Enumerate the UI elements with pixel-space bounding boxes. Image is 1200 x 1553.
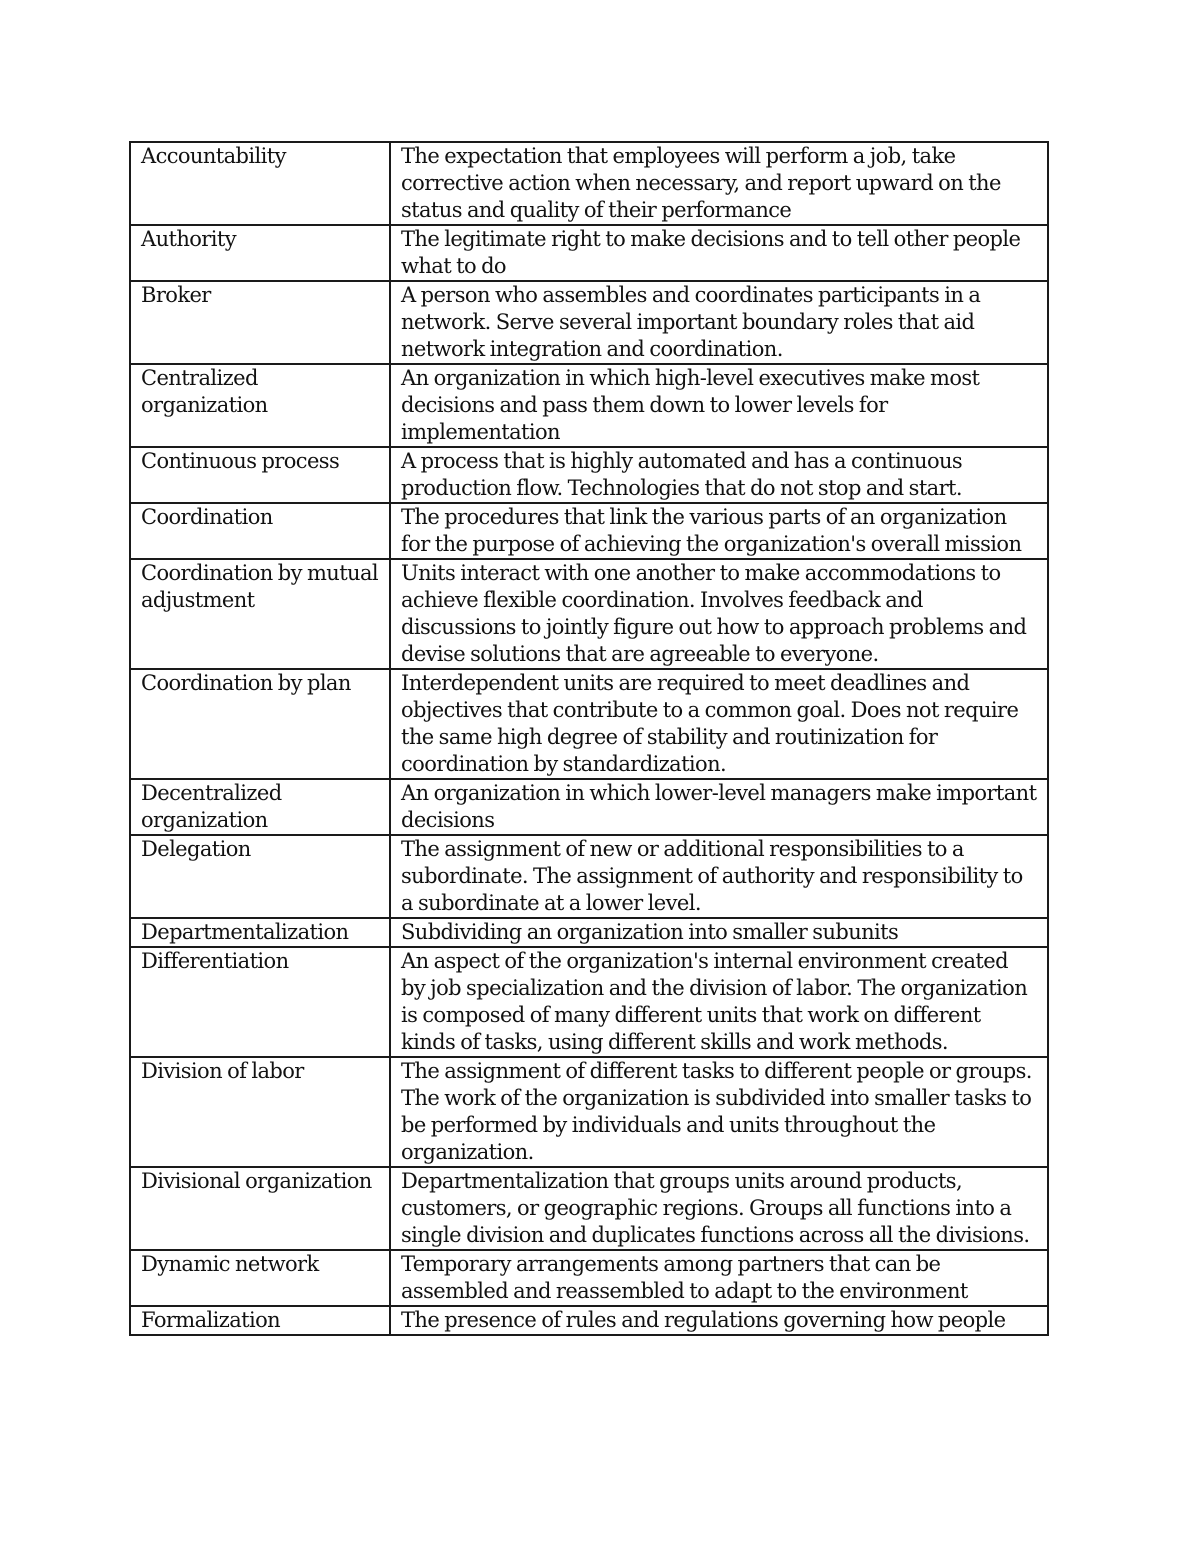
definition-cell: Units interact with one another to make accommodations to achieve flexible coordination. Involves feedback and discussions to jointly figure out how to approach problems and devise solutions that are agreeable to everyone. bbox=[390, 559, 1048, 669]
definition-cell: A person who assembles and coordinates participants in a network. Serve several important boundary roles that aid network integration and coordination. bbox=[390, 281, 1048, 364]
table-row bbox=[130, 1306, 1048, 1335]
term-cell: Departmentalization bbox=[130, 918, 390, 947]
definition-cell: The assignment of different tasks to different people or groups. The work of the organization is subdivided into smaller tasks to be performed by individuals and units throughout the organization. bbox=[390, 1057, 1048, 1167]
definition-cell: The presence of rules and regulations governing how people bbox=[390, 1306, 1048, 1335]
term-cell: Delegation bbox=[130, 835, 390, 918]
definition-cell: A process that is highly automated and has a continuous production flow. Technologies that do not stop and start. bbox=[390, 447, 1048, 503]
term-cell: Broker bbox=[130, 281, 390, 364]
definition-cell: An organization in which lower-level managers make important decisions bbox=[390, 779, 1048, 835]
table-row bbox=[130, 1167, 1048, 1250]
term-cell: Formalization bbox=[130, 1306, 390, 1335]
glossary-table bbox=[129, 141, 1049, 1336]
term-cell: Centralized organization bbox=[130, 364, 390, 447]
definition-cell: Subdividing an organization into smaller subunits bbox=[390, 918, 1048, 947]
table-row bbox=[130, 503, 1048, 559]
definition-cell: The legitimate right to make decisions and to tell other people what to do bbox=[390, 225, 1048, 281]
term-cell: Continuous process bbox=[130, 447, 390, 503]
table-row bbox=[130, 918, 1048, 947]
term-cell: Divisional organization bbox=[130, 1167, 390, 1250]
table-row bbox=[130, 225, 1048, 281]
table-row bbox=[130, 669, 1048, 779]
term-cell: Authority bbox=[130, 225, 390, 281]
table-row bbox=[130, 1250, 1048, 1306]
term-cell: Coordination by plan bbox=[130, 669, 390, 779]
term-cell: Coordination by mutual adjustment bbox=[130, 559, 390, 669]
table-row bbox=[130, 559, 1048, 669]
table-row bbox=[130, 1057, 1048, 1167]
term-cell: Coordination bbox=[130, 503, 390, 559]
table-row bbox=[130, 364, 1048, 447]
table-row bbox=[130, 947, 1048, 1057]
table-row bbox=[130, 447, 1048, 503]
definition-cell: An aspect of the organization's internal environment created by job specialization and the division of labor. The organization is composed of many different units that work on different kinds of tasks, using different skills and work methods. bbox=[390, 947, 1048, 1057]
definition-cell: The expectation that employees will perform a job, take corrective action when necessary, and report upward on the status and quality of their performance bbox=[390, 142, 1048, 225]
table-row bbox=[130, 835, 1048, 918]
table-row bbox=[130, 779, 1048, 835]
definition-cell: The assignment of new or additional responsibilities to a subordinate. The assignment of authority and responsibility to a subordinate at a lower level. bbox=[390, 835, 1048, 918]
definition-cell: Departmentalization that groups units around products, customers, or geographic regions. Groups all functions into a single division and duplicates functions across all the divisions. bbox=[390, 1167, 1048, 1250]
definition-cell: Interdependent units are required to meet deadlines and objectives that contribute to a common goal. Does not require the same high degree of stability and routinization for coordination by standardization. bbox=[390, 669, 1048, 779]
term-cell: Division of labor bbox=[130, 1057, 390, 1167]
table-row bbox=[130, 142, 1048, 225]
table-row bbox=[130, 281, 1048, 364]
definition-cell: The procedures that link the various parts of an organization for the purpose of achieving the organization's overall mission bbox=[390, 503, 1048, 559]
term-cell: Decentralized organization bbox=[130, 779, 390, 835]
definition-cell: Temporary arrangements among partners that can be assembled and reassembled to adapt to the environment bbox=[390, 1250, 1048, 1306]
definition-cell: An organization in which high-level executives make most decisions and pass them down to lower levels for implementation bbox=[390, 364, 1048, 447]
term-cell: Dynamic network bbox=[130, 1250, 390, 1306]
term-cell: Accountability bbox=[130, 142, 390, 225]
term-cell: Differentiation bbox=[130, 947, 390, 1057]
